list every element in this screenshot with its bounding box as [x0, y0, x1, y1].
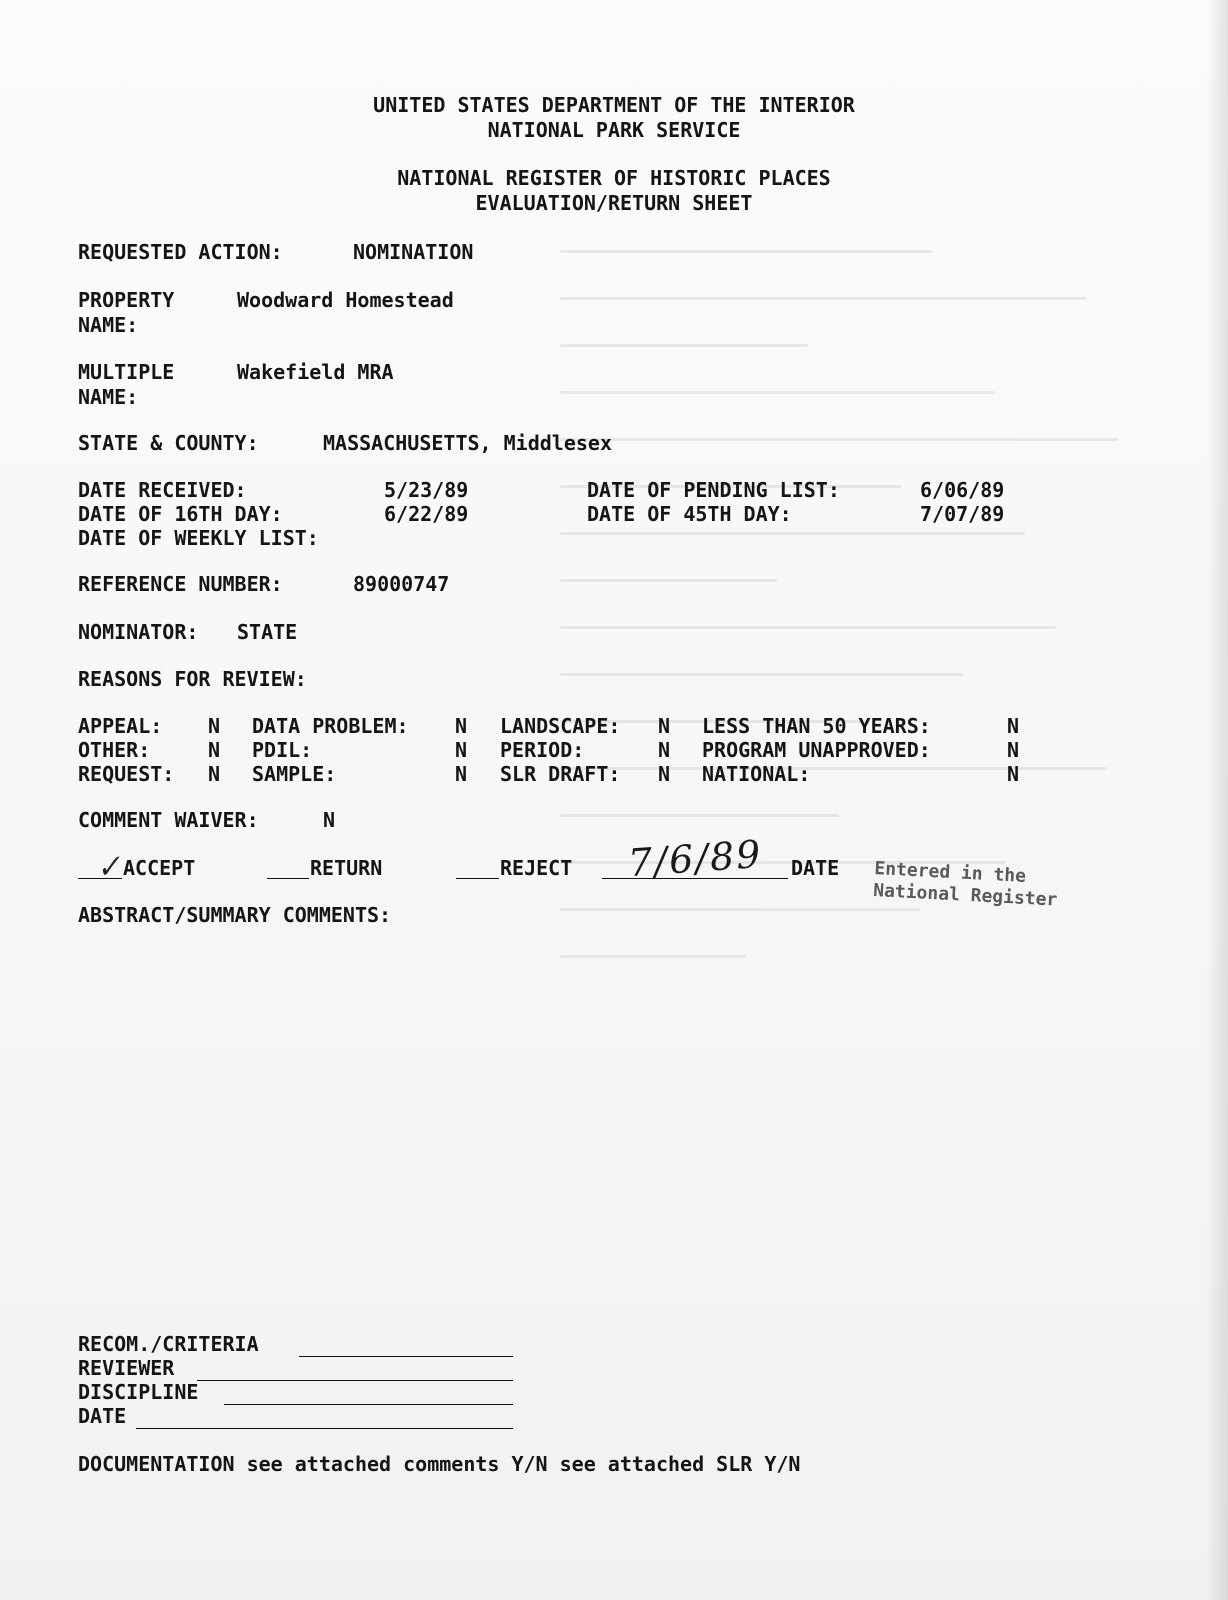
stamp-line-2: National Register: [872, 879, 1058, 911]
accept-option[interactable]: ACCEPT: [123, 856, 196, 880]
property-label: PROPERTY: [78, 288, 175, 312]
reason-request-value: N: [208, 762, 221, 786]
multiple-label: MULTIPLE: [78, 360, 175, 384]
reason-other-value: N: [208, 738, 221, 762]
discipline-field[interactable]: [224, 1404, 513, 1405]
accept-check-mark: ✓: [93, 848, 124, 887]
header-department: UNITED STATES DEPARTMENT OF THE INTERIOR: [373, 93, 855, 117]
property-name-value: Woodward Homestead: [237, 288, 454, 312]
recom-criteria-label: RECOM./CRITERIA: [78, 1332, 259, 1356]
reason-pdil-label: PDIL:: [252, 738, 313, 762]
reason-landscape-label: LANDSCAPE:: [500, 714, 621, 738]
state-county-value: MASSACHUSETTS, Middlesex: [323, 431, 612, 455]
reason-national-value: N: [1007, 762, 1020, 786]
comment-waiver-label: COMMENT WAIVER:: [78, 808, 259, 832]
reason-sample-value: N: [455, 762, 468, 786]
reviewer-label: REVIEWER: [78, 1356, 175, 1380]
stamp-line-1: Entered in the: [873, 858, 1027, 887]
reject-option[interactable]: REJECT: [500, 856, 573, 880]
reason-data-problem-value: N: [455, 714, 468, 738]
documentation-line: DOCUMENTATION see attached comments Y/N see attached SLR Y/N: [78, 1452, 801, 1476]
state-county-label: STATE & COUNTY:: [78, 431, 259, 455]
discipline-label: DISCIPLINE: [78, 1380, 199, 1404]
review-date-field[interactable]: [136, 1428, 513, 1429]
return-checkbox-line[interactable]: [267, 878, 309, 879]
entered-in-national-register-stamp: [873, 858, 1085, 913]
date-received-value: 5/23/89: [384, 478, 469, 502]
comment-waiver-value: N: [323, 808, 336, 832]
reason-slr-draft-label: SLR DRAFT:: [500, 762, 621, 786]
reason-pdil-value: N: [455, 738, 468, 762]
handwritten-decision-date: 7/6/89: [626, 831, 764, 886]
reason-slr-draft-value: N: [658, 762, 671, 786]
page-edge-shadow: [1206, 0, 1228, 1600]
date-16th-day-value: 6/22/89: [384, 502, 469, 526]
multiple-name-label: NAME:: [78, 385, 139, 409]
reason-national-label: NATIONAL:: [702, 762, 811, 786]
reason-landscape-value: N: [658, 714, 671, 738]
date-received-label: DATE RECEIVED:: [78, 478, 247, 502]
nominator-value: STATE: [237, 620, 298, 644]
reason-program-unapproved-label: PROGRAM UNAPPROVED:: [702, 738, 931, 762]
reason-less-than-50-label: LESS THAN 50 YEARS:: [702, 714, 931, 738]
requested-action-value: NOMINATION: [353, 240, 474, 264]
property-name-label: NAME:: [78, 313, 139, 337]
nominator-label: NOMINATOR:: [78, 620, 199, 644]
requested-action-label: REQUESTED ACTION:: [78, 240, 283, 264]
reasons-for-review-label: REASONS FOR REVIEW:: [78, 667, 307, 691]
reason-less-than-50-value: N: [1007, 714, 1020, 738]
header-service: NATIONAL PARK SERVICE: [487, 118, 741, 142]
recom-criteria-field[interactable]: [299, 1356, 513, 1357]
reference-number-label: REFERENCE NUMBER:: [78, 572, 283, 596]
reason-period-label: PERIOD:: [500, 738, 585, 762]
reference-number-value: 89000747: [353, 572, 450, 596]
date-45th-day-label: DATE OF 45TH DAY:: [587, 502, 792, 526]
date-pending-label: DATE OF PENDING LIST:: [587, 478, 840, 502]
header-register: NATIONAL REGISTER OF HISTORIC PLACES: [397, 166, 831, 190]
reason-appeal-value: N: [208, 714, 221, 738]
date-weekly-list-label: DATE OF WEEKLY LIST:: [78, 526, 319, 550]
date-16th-day-label: DATE OF 16TH DAY:: [78, 502, 283, 526]
reason-period-value: N: [658, 738, 671, 762]
decision-date-label: DATE: [791, 856, 840, 880]
header-sheet-title: EVALUATION/RETURN SHEET: [475, 191, 753, 215]
multiple-name-value: Wakefield MRA: [237, 360, 394, 384]
reason-program-unapproved-value: N: [1007, 738, 1020, 762]
reject-checkbox-line[interactable]: [456, 878, 499, 879]
reviewer-field[interactable]: [197, 1380, 513, 1381]
reason-data-problem-label: DATA PROBLEM:: [252, 714, 409, 738]
reason-other-label: OTHER:: [78, 738, 151, 762]
return-option[interactable]: RETURN: [310, 856, 383, 880]
date-45th-day-value: 7/07/89: [920, 502, 1005, 526]
abstract-summary-label: ABSTRACT/SUMMARY COMMENTS:: [78, 903, 392, 927]
reason-request-label: REQUEST:: [78, 762, 175, 786]
review-date-label: DATE: [78, 1404, 127, 1428]
date-pending-value: 6/06/89: [920, 478, 1005, 502]
reason-sample-label: SAMPLE:: [252, 762, 337, 786]
reason-appeal-label: APPEAL:: [78, 714, 163, 738]
